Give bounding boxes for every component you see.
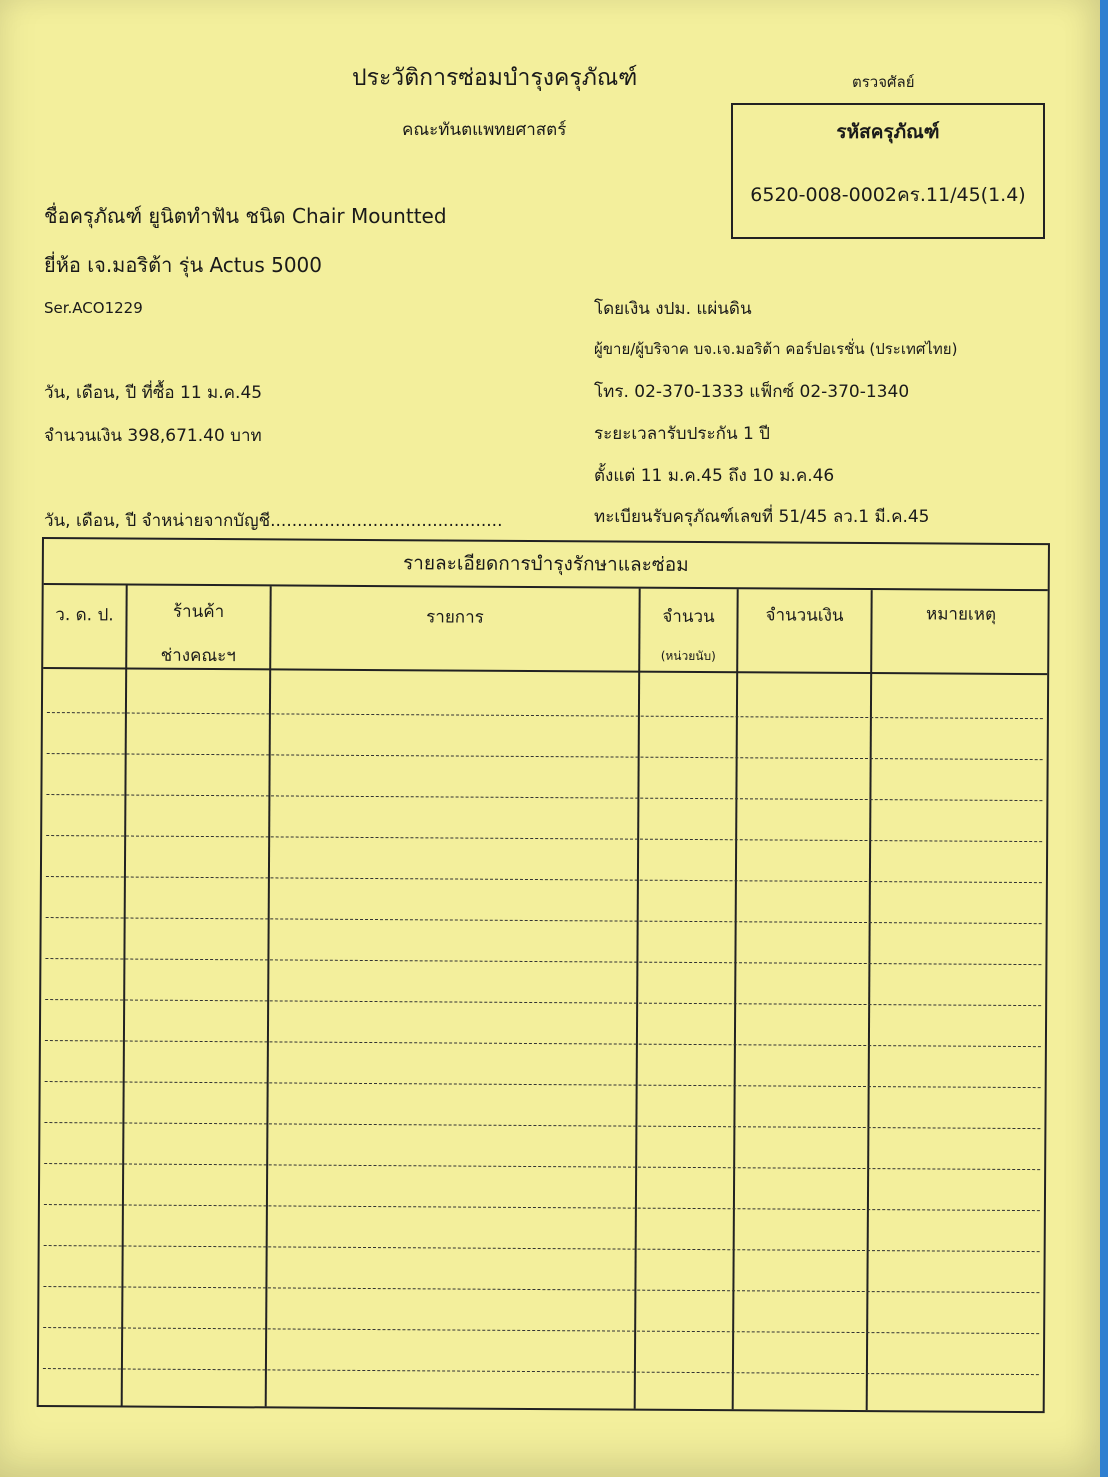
- header-date: ว. ด. ป.: [55, 605, 114, 626]
- table-row-line: [44, 1122, 1040, 1129]
- table-row-line: [47, 712, 1043, 719]
- purchase-amount: จำนวนเงิน 398,671.40 บาท: [44, 426, 262, 446]
- table-row-line: [45, 1040, 1041, 1047]
- column-divider: [732, 589, 739, 1409]
- header-item: รายการ: [426, 607, 484, 628]
- table-row-line: [45, 999, 1041, 1006]
- column-divider: [866, 590, 873, 1410]
- header-remark: หมายเหตุ: [925, 604, 997, 625]
- disposal-date: วัน, เดือน, ปี จำหน่ายจากบัญชี...........................................: [44, 511, 503, 531]
- header-technician: ช่างคณะฯ: [160, 645, 236, 667]
- header-divider: [43, 667, 1047, 675]
- table-row-line: [46, 917, 1042, 924]
- header-quantity: จำนวน: [662, 606, 715, 628]
- maintenance-table: [37, 537, 1050, 1413]
- table-row-line: [44, 1245, 1040, 1252]
- registration-number: ทะเบียนรับครุภัณฑ์เลขที่ 51/45 ลว.1 มี.ค.45: [594, 507, 930, 527]
- brand-model: ยี่ห้อ เจ.มอริต้า รุ่น Actus 5000: [44, 253, 322, 277]
- column-divider: [121, 586, 128, 1406]
- faculty-name: คณะทันตแพทยศาสตร์: [402, 120, 567, 140]
- table-row-line: [47, 753, 1043, 760]
- table-row-line: [46, 835, 1042, 842]
- table-row-line: [46, 794, 1042, 801]
- equipment-code-label: รหัสครุภัณฑ์: [836, 121, 940, 143]
- equipment-code-box: [731, 103, 1045, 239]
- table-row-line: [44, 1204, 1040, 1211]
- column-divider: [634, 589, 641, 1409]
- header-unit: (หน่วยนับ): [660, 648, 716, 664]
- vendor: ผู้ขาย/ผู้บริจาค บจ.เจ.มอริต้า คอร์ปอเรชั่น (ประเทศไทย): [594, 340, 958, 358]
- maintenance-table-title: รายละเอียดการบำรุงรักษาและซ่อม: [44, 539, 1048, 591]
- equipment-name: ชื่อครุภัณฑ์ ยูนิตทำฟัน ชนิด Chair Mountted: [44, 204, 447, 228]
- table-row-line: [45, 958, 1041, 965]
- warranty: ระยะเวลารับประกัน 1 ปี: [594, 424, 770, 444]
- warranty-period: ตั้งแต่ 11 ม.ค.45 ถึง 10 ม.ค.46: [594, 466, 835, 486]
- header-shop: ร้านค้า: [172, 601, 225, 623]
- funding-source: โดยเงิน งปม. แผ่นดิน: [594, 299, 752, 319]
- table-row-line: [43, 1286, 1039, 1293]
- equipment-code-value: 6520-008-0002คร.11/45(1.4): [750, 184, 1026, 206]
- form-title: ประวัติการซ่อมบำรุงครุภัณฑ์: [352, 65, 638, 91]
- header-amount: จำนวนเงิน: [765, 605, 844, 626]
- purchase-date: วัน, เดือน, ปี ที่ซื้อ 11 ม.ค.45: [44, 383, 263, 403]
- serial-number: Ser.ACO1229: [44, 299, 143, 317]
- column-divider: [265, 586, 272, 1406]
- table-row-line: [43, 1327, 1039, 1334]
- table-row-line: [44, 1163, 1040, 1170]
- vendor-contact: โทร. 02-370-1333 แฟ็กซ์ 02-370-1340: [594, 382, 910, 402]
- audit-label: ตรวจศัลย์: [852, 73, 915, 91]
- table-row-line: [43, 1368, 1039, 1375]
- table-row-line: [46, 876, 1042, 883]
- table-row-line: [45, 1081, 1041, 1088]
